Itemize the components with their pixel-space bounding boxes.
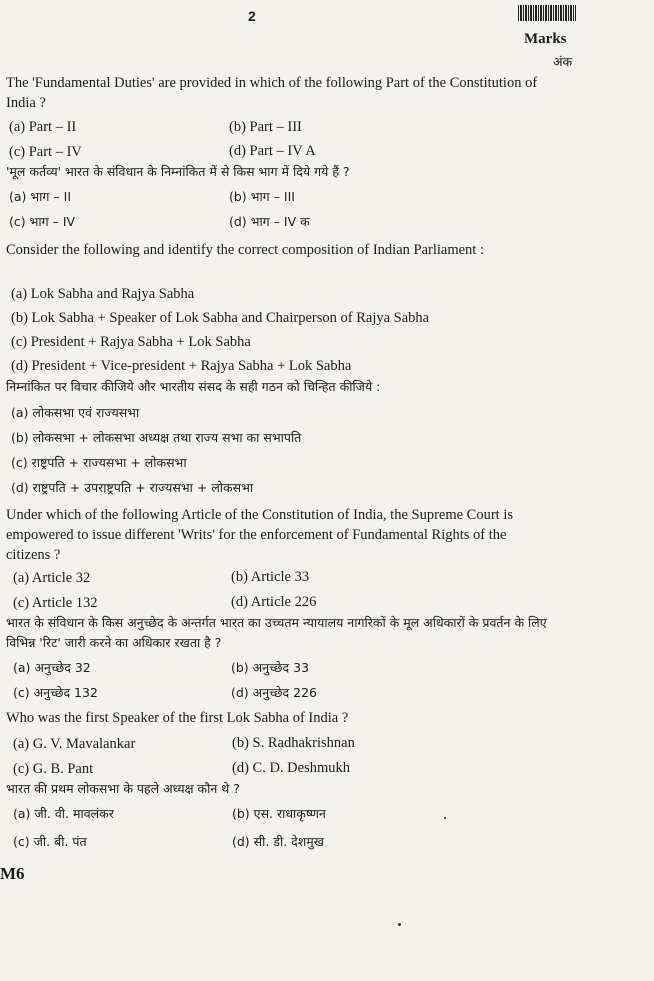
marks-heading: Marks <box>524 31 567 47</box>
scan-speck <box>398 923 401 926</box>
question-1-hindi-option-a: (a) भाग – II <box>9 189 72 204</box>
question-4-hindi-option-a: (a) जी. वी. मावलंकर <box>13 806 114 821</box>
question-1-english: The 'Fundamental Duties' are provided in which of the following Part of the Constitution of India ? <box>6 75 538 111</box>
question-3-hindi-option-b: (b) अनुच्छेद 33 <box>231 660 310 675</box>
question-1-option-d: (d) Part – IV A <box>229 143 316 159</box>
question-2-english: Consider the following and identify the correct composition of Indian Parliament : <box>6 242 484 258</box>
question-4-hindi-option-d: (d) सी. डी. देशमुख <box>232 834 325 849</box>
question-3-hindi: भारत के संविधान के किस अनुच्छेद के अन्तर्गत भारत का उच्चतम न्यायालय नागरिकों के मूल अधिकारों के प्रवर्तन के लिए विभिन्न 'रिट' जारी करने का अधिकार रखता है ? <box>6 615 547 650</box>
question-3-option-b: (b) Article 33 <box>231 569 310 585</box>
paper-code: M6 <box>0 864 25 883</box>
question-2-hindi: निम्नांकित पर विचार कीजिये और भारतीय संसद के सही गठन को चिन्हित कीजिये : <box>6 379 381 394</box>
question-4-english: Who was the first Speaker of the first Lok Sabha of India ? <box>6 710 349 726</box>
question-4-hindi-option-c: (c) जी. बी. पंत <box>13 834 87 849</box>
question-4-option-b: (b) S. Radhakrishnan <box>232 735 355 751</box>
question-2-hindi-option-c: (c) राष्ट्रपति + राज्यसभा + लोकसभा <box>11 455 187 470</box>
question-1-option-a: (a) Part – II <box>9 119 77 135</box>
question-1-hindi-option-d: (d) भाग – IV क <box>229 214 310 229</box>
question-1-hindi-option-c: (c) भाग – IV <box>9 214 76 229</box>
question-2-hindi-option-b: (b) लोकसभा + लोकसभा अध्यक्ष तथा राज्य सभा का सभापति <box>11 430 302 445</box>
question-4-hindi: भारत की प्रथम लोकसभा के पहले अध्यक्ष कौन थे ? <box>6 781 240 796</box>
question-3-option-d: (d) Article 226 <box>231 594 317 610</box>
question-3-hindi-option-c: (c) अनुच्छेद 132 <box>13 685 98 700</box>
question-3-option-c: (c) Article 132 <box>13 595 98 611</box>
marks-heading-hindi: अंक <box>553 54 573 69</box>
question-2-option-b: (b) Lok Sabha + Speaker of Lok Sabha and Chairperson of Rajya Sabha <box>11 310 430 326</box>
scan-speck <box>444 817 446 819</box>
question-3-hindi-option-d: (d) अनुच्छेद 226 <box>231 685 317 700</box>
question-4-option-c: (c) G. B. Pant <box>13 761 94 777</box>
barcode <box>518 5 576 21</box>
question-4-option-d: (d) C. D. Deshmukh <box>232 760 351 776</box>
question-2-option-c: (c) President + Rajya Sabha + Lok Sabha <box>11 334 251 350</box>
question-3-option-a: (a) Article 32 <box>13 570 91 586</box>
question-4-hindi-option-b: (b) एस. राधाकृष्णन <box>232 806 326 821</box>
page-number: 2 <box>248 8 256 24</box>
question-3-hindi-option-a: (a) अनुच्छेद 32 <box>13 660 91 675</box>
question-3-english: Under which of the following Article of the Constitution of India, the Supreme Court is empowered to issue different 'Writs' for the enforcement of Fundamental Rights of the citizens ? <box>6 507 514 563</box>
question-2-option-a: (a) Lok Sabha and Rajya Sabha <box>11 286 195 302</box>
question-2-hindi-option-d: (d) राष्ट्रपति + उपराष्ट्रपति + राज्यसभा + लोकसभा <box>11 480 254 495</box>
question-1-hindi: 'मूल कर्तव्य' भारत के संविधान के निम्नांकित में से किस भाग में दिये गये हैं ? <box>6 164 350 179</box>
question-1-option-c: (c) Part – IV <box>9 144 82 160</box>
question-4-option-a: (a) G. V. Mavalankar <box>13 736 136 752</box>
question-1-option-b: (b) Part – III <box>229 119 302 135</box>
question-2-hindi-option-a: (a) लोकसभा एवं राज्यसभा <box>11 405 140 420</box>
question-1-hindi-option-b: (b) भाग – III <box>229 189 295 204</box>
question-2-option-d: (d) President + Vice-president + Rajya Sabha + Lok Sabha <box>11 358 352 374</box>
